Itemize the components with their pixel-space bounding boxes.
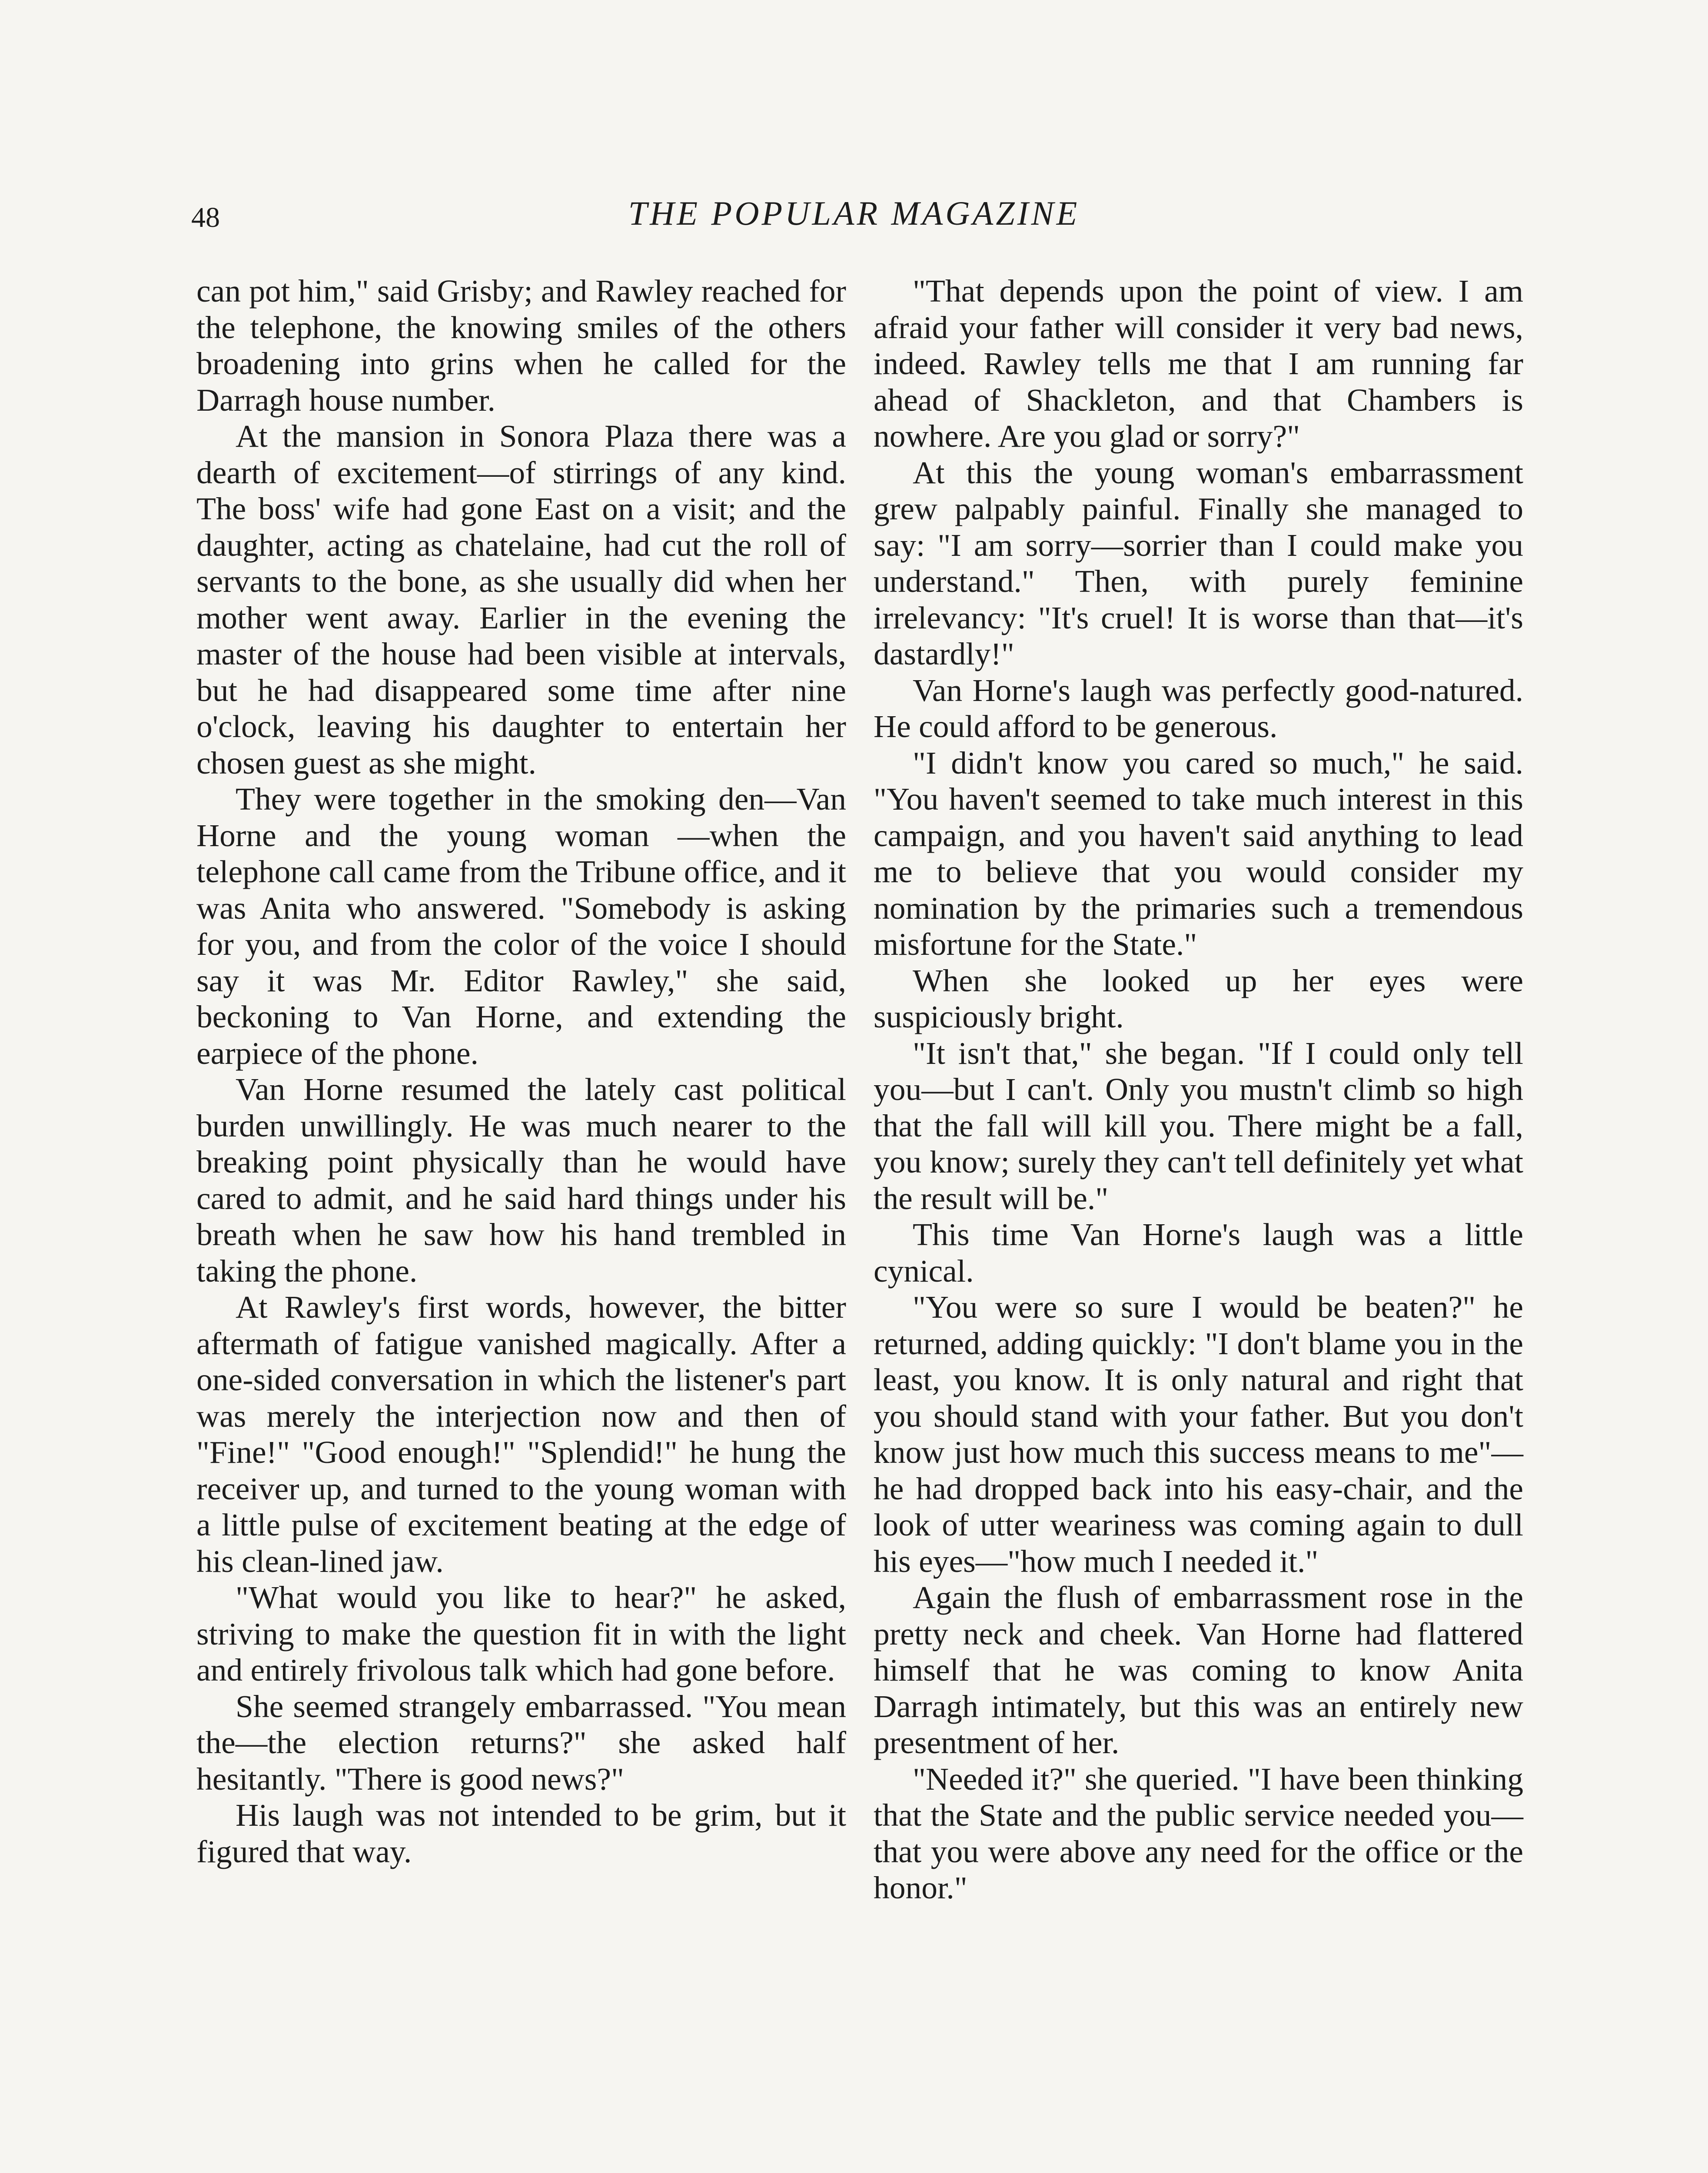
paragraph: This time Van Horne's laugh was a little cynical.	[874, 1217, 1523, 1289]
paragraph: "You were so sure I would be beaten?" he returned, adding quickly: "I don't blame you in the least, you know. It is only natural and right that you should stand with your father. But you don't know just how much this success means to me"—he had dropped back into his easy-chair, and the look of utter weariness was coming again to dull his eyes—"how much I needed it."	[874, 1289, 1523, 1579]
paragraph: "That depends upon the point of view. I am afraid your father will consider it very bad news, indeed. Rawley tells me that I am running far ahead of Shackleton, and that Chambers is nowhere. Are you glad or sorry?"	[874, 273, 1523, 454]
paragraph: "I didn't know you cared so much," he said. "You haven't seemed to take much interest in this campaign, and you haven't said anything to lead me to believe that you would consider my nomination by the primaries such a tremendous misfortune for the State."	[874, 745, 1523, 962]
left-column	[196, 273, 846, 1870]
paragraph: His laugh was not intended to be grim, but it figured that way.	[196, 1798, 846, 1869]
paragraph: Van Horne's laugh was perfectly good-natured. He could afford to be generous.	[874, 672, 1523, 744]
paragraph: "It isn't that," she began. "If I could only tell you—but I can't. Only you mustn't climb so high that the fall will kill you. There might be a fall, you know; surely they can't tell definitely yet what the result will be."	[874, 1035, 1523, 1216]
paragraph: At Rawley's first words, however, the bitter aftermath of fatigue vanished magically. After a one-sided conversation in which the listener's part was merely the interjection now and then of "Fine!" "Good enough!" "Splendid!" he hung the receiver up, and turned to the young woman with a little pulse of excitement beating at the edge of his clean-lined jaw.	[196, 1289, 846, 1579]
paragraph: At this the young woman's embarrassment grew palpably painful. Finally she managed to say: "I am sorry—sorrier than I could make you understand." Then, with purely feminine irrelevancy: "It's cruel! It is worse than that—it's dastardly!"	[874, 455, 1523, 671]
paragraph: "What would you like to hear?" he asked, striving to make the question fit in with the light and entirely frivolous talk which had gone before.	[196, 1580, 846, 1688]
paragraph: "Needed it?" she queried. "I have been thinking that the State and the public service needed you—that you were above any need for the office or the honor."	[874, 1761, 1523, 1905]
page-number: 48	[191, 202, 220, 233]
paragraph: Again the flush of embarrassment rose in the pretty neck and cheek. Van Horne had flattered himself that he was coming to know Anita Darragh intimately, but this was an entirely new presentment of her.	[874, 1580, 1523, 1760]
paragraph: She seemed strangely embarrassed. "You mean the—the election returns?" she asked half hesitantly. "There is good news?"	[196, 1688, 846, 1797]
paragraph: They were together in the smoking den—Van Horne and the young woman —when the telephone call came from the Tribune office, and it was Anita who answered. "Somebody is asking for you, and from the color of the voice I should say it was Mr. Editor Rawley," she said, beckoning to Van Horne, and extending the earpiece of the phone.	[196, 781, 846, 1071]
paragraph: Van Horne resumed the lately cast political burden unwillingly. He was much nearer to the breaking point physically than he would have cared to admit, and he said hard things under his breath when he saw how his hand trembled in taking the phone.	[196, 1072, 846, 1289]
paragraph: At the mansion in Sonora Plaza there was a dearth of excitement—of stirrings of any kind. The boss' wife had gone East on a visit; and the daughter, acting as chatelaine, had cut the roll of servants to the bone, as she usually did when her mother went away. Earlier in the evening the master of the house had been visible at intervals, but he had disappeared some time after nine o'clock, leaving his daughter to entertain her chosen guest as she might.	[196, 419, 846, 781]
running-title: THE POPULAR MAGAZINE	[628, 194, 1080, 232]
paragraph: When she looked up her eyes were suspiciously bright.	[874, 963, 1523, 1034]
right-column	[874, 273, 1523, 1906]
paragraph: can pot him," said Grisby; and Rawley reached for the telephone, the knowing smiles of the others broadening into grins when he called for the Darragh house number.	[196, 273, 846, 418]
